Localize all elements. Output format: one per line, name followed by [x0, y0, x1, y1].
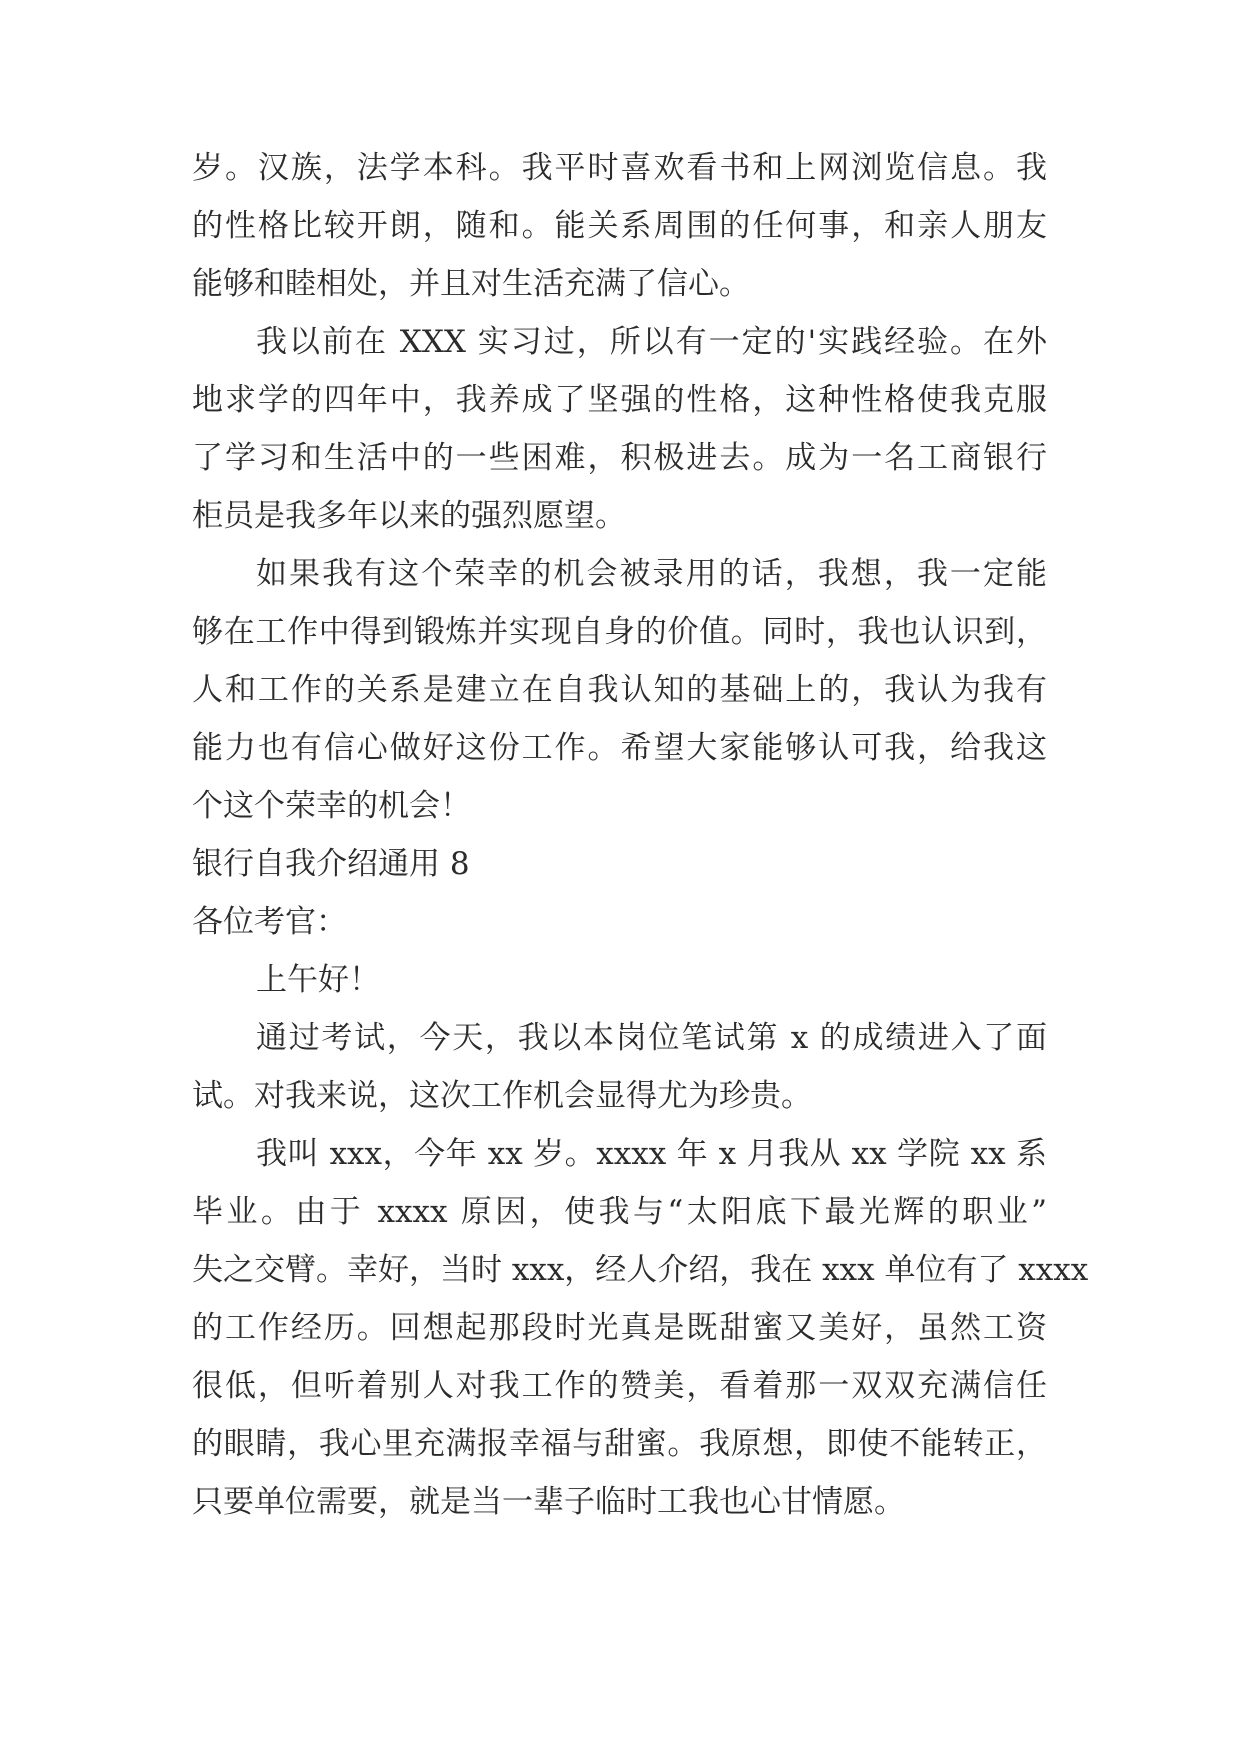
- paragraph-5-line-4: 的工作经历。回想起那段时光真是既甜蜜又美好，虽然工资: [192, 1310, 1047, 1346]
- paragraph-3-line-3: 人和工作的关系是建立在自我认知的基础上的，我认为我有: [192, 672, 1047, 708]
- paragraph-5-line-7: 只要单位需要，就是当一辈子临时工我也心甘情愿。: [192, 1484, 905, 1520]
- paragraph-5-line-5: 很低，但听着别人对我工作的赞美，看着那一双双充满信任: [192, 1368, 1047, 1404]
- paragraph-3-line-4: 能力也有信心做好这份工作。希望大家能够认可我，给我这: [192, 730, 1047, 766]
- paragraph-3-line-5: 个这个荣幸的机会！: [192, 788, 471, 824]
- section-title: 银行自我介绍通用 8: [192, 846, 470, 882]
- paragraph-1-line-3: 能够和睦相处，并且对生活充满了信心。: [192, 266, 750, 302]
- paragraph-3-line-2: 够在工作中得到锻炼并实现自身的价值。同时，我也认识到，: [192, 614, 1047, 650]
- paragraph-2-line-3: 了学习和生活中的一些困难，积极进去。成为一名工商银行: [192, 440, 1047, 476]
- paragraph-5-line-1: 我叫 xxx，今年 xx 岁。xxxx 年 x 月我从 xx 学院 xx 系: [256, 1136, 1047, 1172]
- paragraph-2-line-2: 地求学的四年中，我养成了坚强的性格，这种性格使我克服: [192, 382, 1047, 418]
- greeting: 上午好！: [256, 962, 380, 998]
- salutation: 各位考官：: [192, 904, 347, 940]
- paragraph-4-line-2: 试。对我来说，这次工作机会显得尤为珍贵。: [192, 1078, 812, 1114]
- paragraph-3-line-1: 如果我有这个荣幸的机会被录用的话，我想，我一定能: [256, 556, 1047, 592]
- paragraph-2-line-4: 柜员是我多年以来的强烈愿望。: [192, 498, 626, 534]
- paragraph-1-line-1: 岁。汉族，法学本科。我平时喜欢看书和上网浏览信息。我: [192, 150, 1047, 186]
- paragraph-5-line-3: 失之交臂。幸好，当时 xxx，经人介绍，我在 xxx 单位有了 xxxx: [192, 1252, 1089, 1288]
- paragraph-5-line-6: 的眼睛，我心里充满报幸福与甜蜜。我原想，即使不能转正，: [192, 1426, 1047, 1462]
- paragraph-5-line-2: 毕业。由于 xxxx 原因，使我与“太阳底下最光辉的职业”: [192, 1194, 1047, 1230]
- paragraph-4-line-1: 通过考试，今天，我以本岗位笔试第 x 的成绩进入了面: [256, 1020, 1047, 1056]
- paragraph-1-line-2: 的性格比较开朗，随和。能关系周围的任何事，和亲人朋友: [192, 208, 1047, 244]
- paragraph-2-line-1: 我以前在 XXX 实习过，所以有一定的'实践经验。在外: [256, 324, 1047, 360]
